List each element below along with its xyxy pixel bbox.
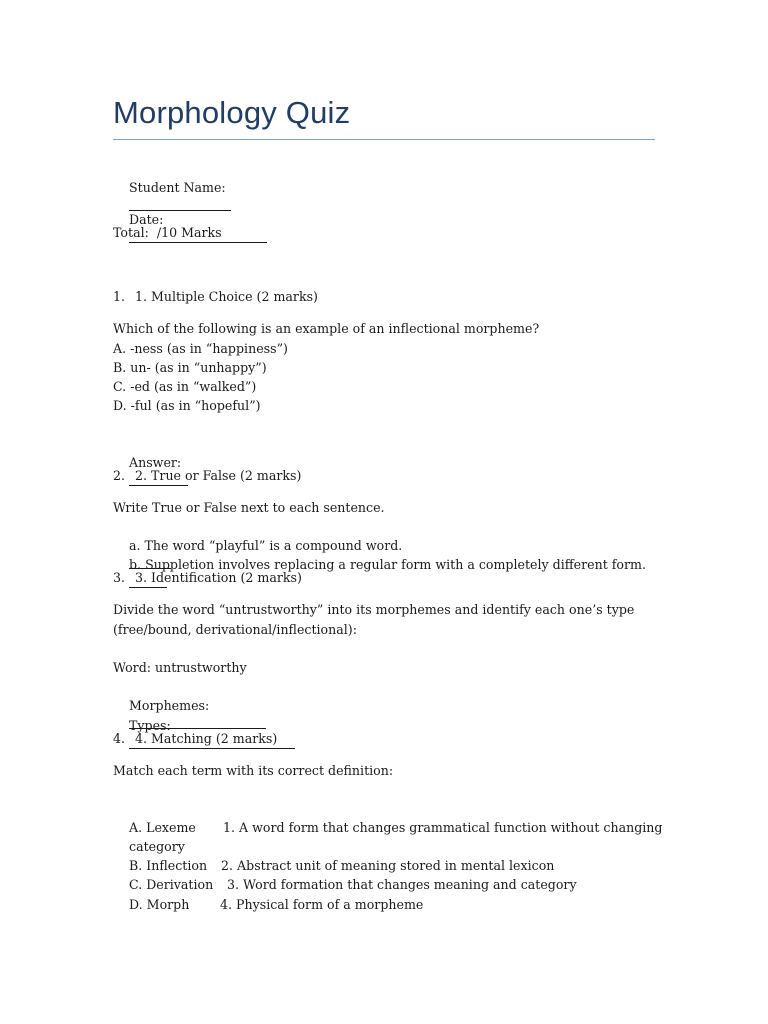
question-1-option-b: B. un- (as in “unhappy”) [113, 360, 267, 375]
question-4-title: 4. Matching (2 marks) [135, 731, 278, 746]
question-3-morphemes-label: Morphemes: [129, 698, 210, 713]
matching-definition: 1. A word form that changes grammatical function without changing [223, 820, 663, 835]
question-3-word: Word: untrustworthy [113, 660, 247, 675]
student-name-label: Student Name: [129, 180, 226, 195]
question-2-title: 2. True or False (2 marks) [135, 468, 302, 483]
question-2-statement-b-text: b. Suppletion involves replacing a regular form with a completely different form. [129, 557, 646, 572]
question-1-option-d: D. -ful (as in “hopeful”) [113, 398, 261, 413]
question-3-number: 3. [113, 570, 126, 585]
question-2-statement-a-text: a. The word “playful” is a compound word. [129, 538, 403, 553]
title-divider [113, 139, 655, 140]
date-label: Date: [129, 212, 164, 227]
question-1-prompt: Which of the following is an example of an inflectional morpheme? [113, 321, 540, 336]
question-2-heading [113, 466, 301, 485]
question-2-number: 2. [113, 468, 126, 483]
question-4-number: 4. [113, 731, 126, 746]
matching-term: A. Lexeme [129, 820, 196, 835]
matching-definition: 3. Word formation that changes meaning and category [227, 877, 577, 892]
question-4-heading [113, 729, 277, 748]
question-3-title: 3. Identification (2 marks) [135, 570, 302, 585]
question-3-prompt-line-1: Divide the word “untrustworthy” into its morphemes and identify each one’s type [113, 602, 635, 617]
matching-definition: 4. Physical form of a morpheme [220, 897, 424, 912]
matching-term-continuation: category [129, 839, 185, 854]
question-1-option-c: C. -ed (as in “walked”) [113, 379, 257, 394]
matching-term: C. Derivation [129, 877, 214, 892]
question-1-heading [113, 287, 318, 306]
question-3-types-label: Types: [129, 718, 171, 733]
question-1-option-a: A. -ness (as in “happiness”) [113, 341, 288, 356]
question-3-prompt-line-2: (free/bound, derivational/inflectional): [113, 622, 357, 637]
question-1-answer-label: Answer: [129, 455, 182, 470]
question-1-title: 1. Multiple Choice (2 marks) [135, 289, 318, 304]
page-title: Morphology Quiz [113, 95, 351, 130]
total-marks: Total: /10 Marks [113, 225, 222, 240]
question-1-number: 1. [113, 289, 126, 304]
question-2-prompt: Write True or False next to each sentence. [113, 500, 385, 515]
matching-row [113, 876, 423, 933]
matching-definition: 2. Abstract unit of meaning stored in mental lexicon [221, 858, 555, 873]
question-4-prompt: Match each term with its correct definition: [113, 763, 394, 778]
matching-term: B. Inflection [129, 858, 208, 873]
matching-term: D. Morph [129, 897, 190, 912]
question-3-heading [113, 568, 302, 587]
quiz-page [113, 0, 663, 1024]
